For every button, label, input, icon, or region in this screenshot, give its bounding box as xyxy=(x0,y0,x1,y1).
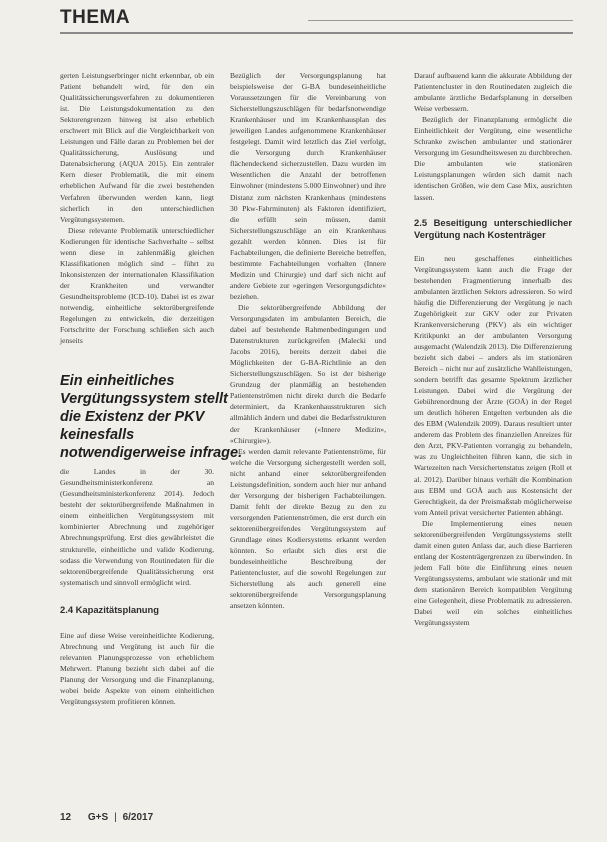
col1-paragraph-1: gerten Leistungserbringer nicht erkennbar, ob ein Patient behandelt wird, für den ein Qualitätssicherungsverfahren zu dokumentieren ist. Die Leistungsdokumentation zu den Sektorengrenzen hinweg ist also erheblich erschwert mit Blick auf die Vergleichbarkeit von Leistungen und Fälle daran zu Problemen bei der Qualitätssicherung, Auslösung und Datenabsicherung (AQUA 2015). Ein zentraler Kern dieser Problematik, die mit einem erheblichen Aufwand für die zwei bestehenden Verfahren überwunden werden kann, liegt sicherlich in den unterschiedlichen Vergütungssystemen. xyxy=(60,71,214,224)
column-3 xyxy=(414,70,572,628)
section-spacer xyxy=(60,588,214,604)
section-spacer xyxy=(414,241,572,253)
col3-paragraph-1: Darauf aufbauend kann die akkurate Abbildung der Patientencluster in den Routinedaten zugleich die ambulante ärztliche Bedarfsplanung in derselben Weise verbessern. xyxy=(414,71,572,114)
column-2 xyxy=(230,70,386,611)
section-heading-2-4: 2.4 Kapazitätsplanung xyxy=(60,603,159,615)
section-spacer xyxy=(60,616,214,630)
col3-paragraph-3: Ein neu geschaffenes einheitliches Vergütungssystem kann auch die Frage der bestehenden Fragmentierung innerhalb des ambulanten ärztlichen Sektors adressieren. So wird häufig die Differenzierung der Vergütung je nach Zugehörigkeit zur GKV oder zur Privaten Krankenversicherung (PKV) als ein wichtiger Kritikpunkt an der ambulanten Versorgung ausgemacht (Walendzik 2013). Die Differenzierung bezieht sich dabei – anders als im stationären Bereich – nicht nur auf zusätzliche Wahlleistungen, sondern betrifft das gesamte Spektrum ärztlicher Leistungen. Dabei wird die Vergütung der Gebührenordnung der Ärzte (GOÄ) in der Regel um deutlich höheren Entgelten verbunden als die des EBM (Walendzik 2009). Daraus resultiert unter anderem das Problem des finanziellen Anreizes für den Arzt, PKV-Patienten vorrangig zu behandeln, was zu Ungleichheiten führen kann, die sich in Wartezeiten nach Versichertenstatus zeigen (Roll et al. 2012). Darüber hinaus verhält die Kombination aus EBM und GOÄ auch aus Kostensicht der Gerechtigkeit, da der Preismaßstab möglicherweise vom Anteil privat versicherter Patienten abhängt. xyxy=(414,253,572,517)
section-title: THEMA xyxy=(60,7,131,28)
header-divider-thin xyxy=(308,20,573,21)
page-number: 12 xyxy=(60,812,72,823)
col2-paragraph-2: Die sektorübergreifende Abbildung der Versorgungsdaten im ambulanten Bereich, die dabei auf bestehende Rahmenbedingungen und Datenstrukturen zurückgreifen (Malecki und Jacobs 2016), bereits derzeit dabei die Möglichkeiten der G-BA-Richtlinie an den Sicherstellungszuschlägen. So ist der bisherige Grundzug der planmäßig an bestehenden Patientenströmen nicht direkt durch die Bedarfe determiniert, da Krankenhausstrukturen sich allmählich ändern und dabei die Bedarfsstrukturen der Krankenhäuser («Innere Medizin», «Chirurgie»). xyxy=(230,302,386,445)
footer-separator: | xyxy=(114,812,117,823)
journal-name: G+S xyxy=(87,812,109,823)
col2-paragraph-1: Bezüglich der Versorgungsplanung hat beispielsweise der G-BA bundeseinheitliche Voraussetzungen für die Vereinbarung von Sicherstellungszuschlägen für bedarfsnotwendige Krankenhäuser und im Krankenhausplan des jeweiligen Landes aufgenommene Krankenhäuser festgelegt. Damit wird letztlich das Ziel verfolgt, die Versorgung durch Krankenhäuser flächendeckend sicherzustellen. Dazu wurden im Wesentlichen die Anzahl der betroffenen Einwohner (mindestens 5.000 Einwohner) und ihre Distanz zum nächsten Krankenhaus (mindestens 30 Pkw-Fahrminuten) als Faktoren identifiziert, die erfüllt sein müssen, damit Sicherstellungszuschläge an ein Krankenhaus gezahlt werden können. Dies ist für Fachabteilungen, die definierte Bereiche betreffen, bestimmte Fachabteilungen vorhalten (Innere Medizin und Chirurgie) und darf sich nicht auf andere Gebiete zur »geringen Versorgungsdichte« beziehen. xyxy=(230,71,386,301)
pull-quote: Ein einheitliches Vergütungssystem stellt die Existenz der PKV keinesfalls notwendigerweise infrage. xyxy=(60,373,243,461)
page-footer xyxy=(60,812,260,823)
col1-paragraph-2: Diese relevante Problematik unterschiedlicher Kodierungen für identische Sachverhalte – selbst wenn diese in zahlenmäßig gleichen Klassifikationen möglich sind – führt zu Inkonsistenzen der internationalen Klassifikation der Krankheiten und verwandter Gesundheitsprobleme (ICD-10). Dabei ist es zwar notwendig, einheitliche sektorübergreifende Regelungen zu entwickeln, die derzeitigen Fortschritte der Forschung schließen sich auch jenseits xyxy=(60,225,214,346)
col3-paragraph-4: Die Implementierung eines neuen sektorenübergreifenden Vergütungssystems stellt damit einen guten Anlass dar, auch diese Barrieren entlang der Kostenträgergrenzen zu überwinden. In jedem Fall böte die Einführung eines neuen Vergütungssystems, ambulant wie stationär und mit dem stationären Bereich kompatiblen Vergütung eine Gelegenheit, diese Problematik zu adressieren. Dabei weil ein solches einheitliches Vergütungssystem xyxy=(414,518,572,628)
col1-paragraph-3: die Landes in der 30. Gesundheitsministerkonferenz an (Gesundheitsministerkonferenz 2014). Jedoch besteht der sektorübergreifende Maßnahmen in einem einheitlichen Vergütungssystem mit kombinierter Abrechnung und zugehöriger Abrechnungsprüfung. Erst dies gewährleistet die strukturelle, einheitliche und valide Kodierung, sodass die Verwendung von Routinedaten für die sektorenübergreifende Qualitätssicherung erst systematisch und sinnvoll ermöglicht wird. xyxy=(60,467,214,587)
page-header xyxy=(0,0,607,34)
section-heading-2-5: 2.5 Beseitigung unterschiedlicher Vergütung nach Kostenträger xyxy=(414,216,572,240)
col1-paragraph-4: Eine auf diese Weise vereinheitlichte Kodierung, Abrechnung und Vergütung ist auch für die relevanten Planungsprozesse von erheblichem Mehrwert. Planung bezieht sich dabei auf die Planung der Versorgung und die Finanzplanung, wobei beide Aspekte von einem einheitlichen Vergütungssystem profitieren können. xyxy=(60,630,214,706)
section-spacer xyxy=(414,203,572,217)
header-divider xyxy=(60,32,573,34)
issue-number: 6/2017 xyxy=(122,812,154,823)
col3-paragraph-2: Bezüglich der Finanzplanung ermöglicht die Einheitlichkeit der Vergütung, eine wesentliche Schranke zwischen ambulanter und stationärer Versorgung im Gesundheitswesen zu durchbrechen. Die ambulanten wie stationären Leistungsplanungen würden sich damit nach identischen Größen, wie dem Case Mix, ausrichten lassen. xyxy=(414,115,572,202)
col2-paragraph-3: Es werden damit relevante Patientenströme, für welche die Versorgung sichergestellt werden soll, nicht anhand einer sektorübergreifenden Leistungsdefinition, sondern auch hier nur anhand der Versorgung der bisherigen Fachabteilungen. Damit fehlt der direkte Bezug zu den zu versorgenden Patientenströmen, die erst durch ein sektorenübergreifendes Vergütungssystem auf Grundlage eines Kodiersystems erkannt werden könnten. So erlaubt sich dies erst die bundeseinheitliche Beschreibung der Patientencluster, auf die sowohl Regelungen zur Sicherstellung als auch generell eine sektorenübergreifende Versorgungsplanung ansetzen könnten. xyxy=(230,446,386,611)
